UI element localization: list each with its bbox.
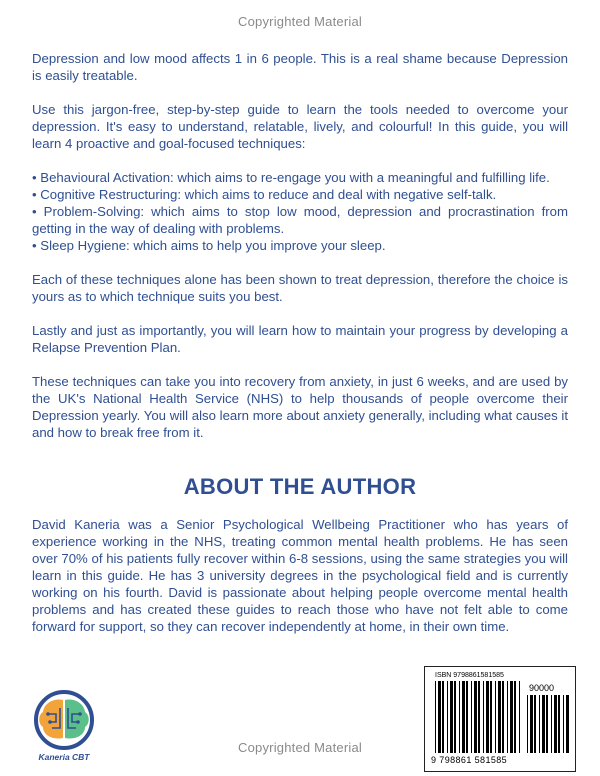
- relapse-paragraph: Lastly and just as importantly, you will learn how to maintain your progress by developing a Relapse Prevention Plan.: [32, 323, 568, 355]
- isbn-barcode: [424, 666, 576, 772]
- technique-item: • Behavioural Activation: which aims to re-engage you with a meaningful and fulfilling life.: [32, 170, 550, 185]
- isbn-label: ISBN 9798861581585: [435, 672, 504, 679]
- about-author-heading: ABOUT THE AUTHOR: [183, 474, 417, 499]
- technique-list: [32, 169, 568, 254]
- kaneria-cbt-logo: [24, 688, 104, 772]
- price-code: 90000: [529, 683, 555, 693]
- logo-caption: Kaneria CBT: [38, 752, 90, 762]
- technique-item: • Sleep Hygiene: which aims to help you improve your sleep.: [32, 238, 386, 253]
- barcode-digits: 9 798861 581585: [431, 755, 508, 765]
- intro-paragraph: Depression and low mood affects 1 in 6 people. This is a real shame because Depression is easily treatable.: [32, 51, 568, 83]
- copyright-watermark-bottom: Copyrighted Material: [238, 740, 362, 755]
- recovery-paragraph: These techniques can take you into recovery from anxiety, in just 6 weeks, and are used by the UK's National Health Service (NHS) to help thousands of people overcome their Depression yearly. You will also learn more about anxiety generally, including what causes it and how to break free from it.: [32, 374, 568, 440]
- shown-paragraph: Each of these techniques alone has been shown to treat depression, therefore the choice is yours as to which technique suits you best.: [32, 272, 568, 304]
- back-cover-blurb: [32, 50, 568, 441]
- copyright-watermark-top: Copyrighted Material: [238, 14, 362, 29]
- technique-item: • Problem-Solving: which aims to stop low mood, depression and procrastination from getting in the way of dealing with problems.: [32, 204, 568, 236]
- author-bio: David Kaneria was a Senior Psychological Wellbeing Practitioner who has years of experience working in the NHS, treating common mental health problems. He has seen over 70% of his patients fully recover within 6-8 sessions, using the same strategies you will learn in this guide. He has 3 university degrees in the psychological field and is currently working on his fourth. David is passionate about helping people overcome mental health problems and has created these guides to reach those who have not felt able to come forward for support, so they can recover independently at home, in their own time.: [32, 517, 568, 634]
- guide-paragraph: Use this jargon-free, step-by-step guide to learn the tools needed to overcome your depression. It's easy to understand, relatable, lively, and colourful! In this guide, you will learn 4 proactive and goal-focused techniques:: [32, 102, 568, 151]
- technique-item: • Cognitive Restructuring: which aims to reduce and deal with negative self-talk.: [32, 187, 497, 202]
